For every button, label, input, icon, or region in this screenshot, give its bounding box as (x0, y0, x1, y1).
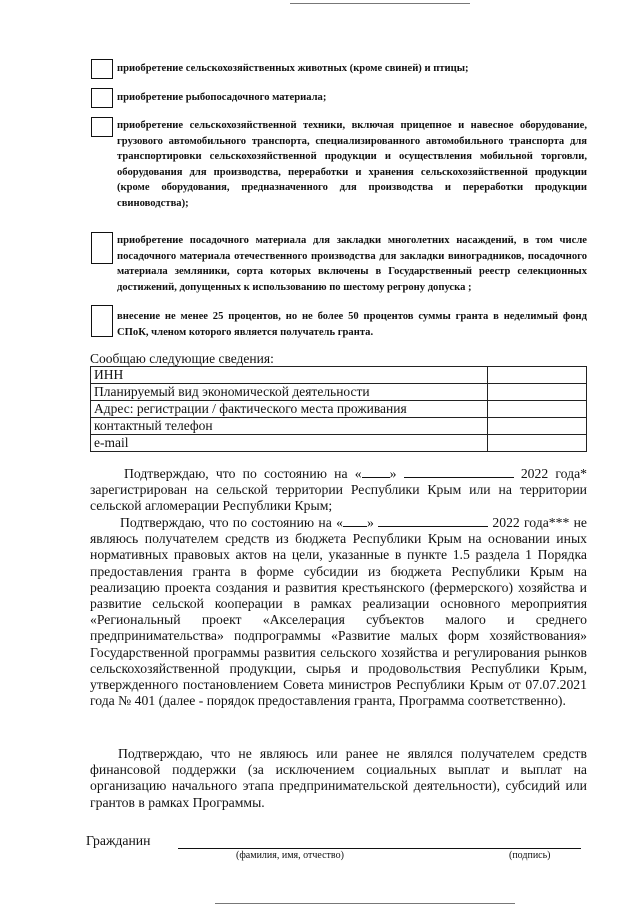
citizen-label: Гражданин (86, 833, 151, 848)
date-month-field-2[interactable] (378, 526, 488, 527)
full-name-caption: (фамилия, имя, отчество) (236, 850, 344, 861)
row-label-inn: ИНН (91, 367, 488, 384)
checkbox-planting-material[interactable] (91, 232, 113, 264)
table-row (91, 367, 587, 384)
para2-body: не являюсь получателем средств из бюджета Республики Крым на основании иных нормативных правовых актов на цели, указанные в пункте 1.5 раздела 1 Порядка предоставления гранта в форме субсидии из бюджета Республики Крым на реализацию проекта создания и развития крестьянского (фермерского) хозяйства и развитие сельской кооперации в рамках реализации основного мероприятия «Региональный проект «Акселерация субъектов малого и среднего предпринимательства» подпрограммы «Развитие малых форм хозяйствования» Государственной программы развития сельского хозяйства и регулирования рынков сельскохозяйственной продукции, сырья и продовольствия Республики Крым, утвержденного постановлением Совета министров Республики Крым от 07.07.2021 года № 401 (далее - порядок предоставления гранта, Программа соответственно). (90, 515, 588, 709)
para2-quote-close: » (366, 515, 374, 530)
table-row (91, 401, 587, 418)
date-month-field-1[interactable] (404, 477, 514, 478)
table-row (91, 418, 587, 435)
value-cell-address[interactable] (488, 401, 587, 418)
para1-start: Подтверждаю, что по состоянию на « (124, 466, 362, 481)
scan-artifact-top (290, 3, 470, 4)
info-table (90, 366, 587, 452)
confirmation-registration (90, 466, 587, 515)
option-planting-material: приобретение посадочного материала для закладки многолетних насаждений, в том числе посадочного материала отечественного производства для закладки виноградников, посадочного материала земляники, сорта которых включены в Государственный реестр селекционных достижений, допущенных к использованию по шестому регрону допуска ; (117, 235, 587, 293)
signature-block (86, 833, 596, 873)
para1-year: 2022 года* (520, 466, 587, 481)
info-intro: Сообщаю следующие сведения: (90, 351, 274, 366)
checkbox-fish-stock[interactable] (91, 88, 113, 108)
table-row (91, 384, 587, 401)
row-label-email: e-mail (91, 435, 488, 452)
confirmation-no-other-funds (90, 515, 587, 709)
row-label-activity: Планируемый вид экономической деятельности (91, 384, 488, 401)
date-day-field-2[interactable] (343, 526, 367, 527)
date-day-field-1[interactable] (362, 477, 390, 478)
checkbox-cooperative-fund[interactable] (91, 305, 113, 337)
option-cooperative-fund: внесение не менее 25 процентов, но не более 50 процентов суммы гранта в неделимый фонд СПоК, членом которого является получатель гранта. (117, 311, 587, 338)
checkbox-animals[interactable] (91, 59, 113, 79)
option-machinery: приобретение сельскохозяйственной техники, включая прицепное и навесное оборудование, грузового автомобильного транспорта, специализированного автомобильного транспорта для транспортировки сельскохозяйственной продукции и осуществления мобильной торговли, оборудования для производства, переработки и хранения сельскохозяйственной продукции (кроме оборудования, предназначенного для производства и переработки продукции свиноводства); (117, 120, 587, 209)
checkbox-machinery[interactable] (91, 117, 113, 137)
table-row (91, 435, 587, 452)
signature-caption: (подпись) (509, 850, 551, 861)
row-label-phone: контактный телефон (91, 418, 488, 435)
signature-field[interactable] (466, 848, 581, 849)
option-fish-stock: приобретение рыбопосадочного материала; (117, 92, 327, 103)
para3-body: Подтверждаю, что не являюсь или ранее не являлся получателем средств финансовой поддержки (за исключением социальных выплат и выплат на организацию начального этапа предпринимательской деятельности), субсидий или грантов в рамках Программы. (90, 746, 587, 810)
value-cell-email[interactable] (488, 435, 587, 452)
scan-artifact-bottom (215, 903, 515, 904)
option-animals: приобретение сельскохозяйственных животных (кроме свиней) и птицы; (117, 63, 469, 74)
value-cell-phone[interactable] (488, 418, 587, 435)
value-cell-activity[interactable] (488, 384, 587, 401)
para1-quote-close: » (389, 466, 397, 481)
para2-start: Подтверждаю, что по состоянию на « (120, 515, 343, 530)
row-label-address: Адрес: регистрации / фактического места проживания (91, 401, 488, 418)
para2-year: 2022 года*** (492, 515, 570, 530)
value-cell-inn[interactable] (488, 367, 587, 384)
confirmation-no-support (90, 746, 587, 811)
para1-body: зарегистрирован на сельской территории Республики Крым или на территории сельской агломерации Республики Крым; (90, 482, 587, 514)
